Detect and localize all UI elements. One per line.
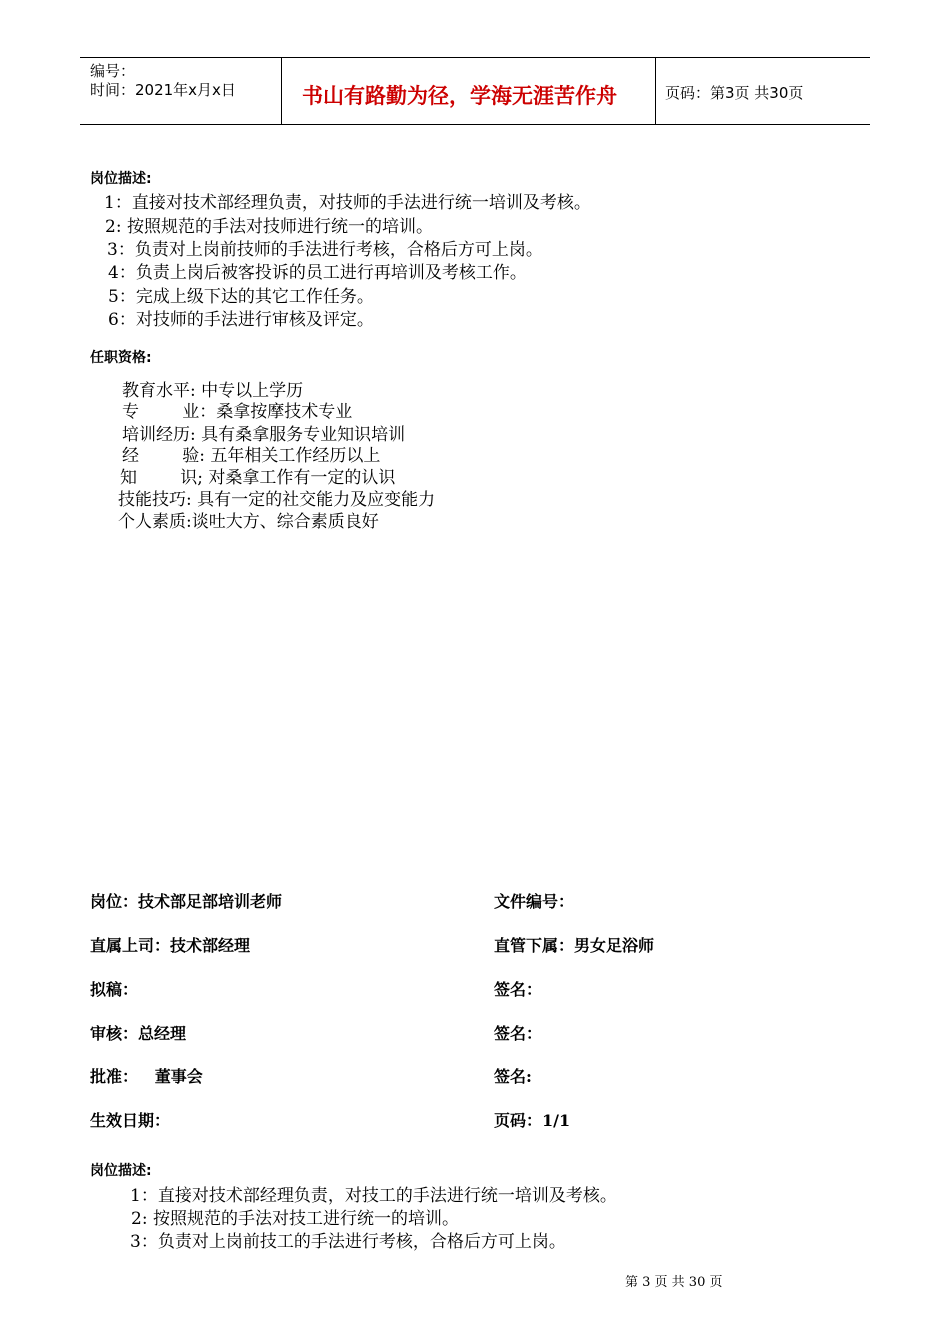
header-bottom-rule	[80, 124, 870, 125]
header-motto: 书山有路勤为径，学海无涯苦作舟	[302, 83, 617, 108]
document-time-label: 时间：2021年x月x日	[90, 81, 236, 99]
meta-approver: 批准： 董事会	[90, 1067, 203, 1086]
meta-drafter: 拟稿：	[90, 980, 139, 999]
meta-reviewer: 审核：总经理	[90, 1024, 187, 1043]
header-top-rule	[80, 57, 870, 58]
job-duty-item: 6：对技师的手法进行审核及评定。	[108, 310, 374, 330]
job-duty-item: 1：直接对技术部经理负责，对技师的手法进行统一培训及考核。	[104, 193, 591, 213]
meta-position: 岗位：技术部足部培训老师	[90, 892, 283, 911]
section-title-job-description-2: 岗位描述:	[90, 1163, 152, 1179]
document-number-label: 编号：	[90, 62, 136, 80]
meta-effective-date: 生效日期：	[90, 1111, 171, 1130]
job-duty-item: 4：负责上岗后被客投诉的员工进行再培训及考核工作。	[108, 263, 527, 283]
header-divider-right	[655, 57, 656, 125]
qualification-item: 知 识; 对桑拿工作有一定的认识	[120, 468, 396, 488]
meta-signature: 签名：	[494, 980, 543, 999]
meta-superior: 直属上司：技术部经理	[90, 936, 251, 955]
qualification-item: 技能技巧: 具有一定的社交能力及应变能力	[118, 490, 436, 510]
section-title-job-description: 岗位描述:	[90, 171, 152, 187]
header-divider-left	[281, 57, 282, 125]
header-page-info: 页码：第3页 共30页	[665, 84, 804, 102]
qualification-item: 经 验: 五年相关工作经历以上	[122, 446, 381, 466]
qualification-item: 专 业：桑拿按摩技术专业	[122, 402, 353, 422]
meta-signature: 签名：	[494, 1024, 543, 1043]
qualification-item: 培训经历: 具有桑拿服务专业知识培训	[122, 425, 406, 445]
section-title-qualifications: 任职资格:	[90, 350, 152, 366]
job-duty-item: 1：直接对技术部经理负责，对技工的手法进行统一培训及考核。	[130, 1186, 617, 1206]
meta-page-number: 页码：1/1	[494, 1111, 571, 1130]
meta-subordinates: 直管下属：男女足浴师	[494, 936, 655, 955]
meta-signature: 签名:	[494, 1067, 532, 1086]
job-duty-item: 2: 按照规范的手法对技师进行统一的培训。	[105, 217, 433, 237]
meta-file-number: 文件编号：	[494, 892, 575, 911]
page-footer: 第 3 页 共 30 页	[625, 1275, 723, 1290]
job-duty-item: 3：负责对上岗前技师的手法进行考核，合格后方可上岗。	[107, 240, 543, 260]
job-duty-item: 2: 按照规范的手法对技工进行统一的培训。	[131, 1209, 459, 1229]
qualification-item: 个人素质:谈吐大方、综合素质良好	[118, 512, 379, 532]
job-duty-item: 5：完成上级下达的其它工作任务。	[108, 287, 374, 307]
job-duty-item: 3：负责对上岗前技工的手法进行考核，合格后方可上岗。	[130, 1232, 566, 1252]
qualification-item: 教育水平: 中专以上学历	[122, 381, 304, 401]
